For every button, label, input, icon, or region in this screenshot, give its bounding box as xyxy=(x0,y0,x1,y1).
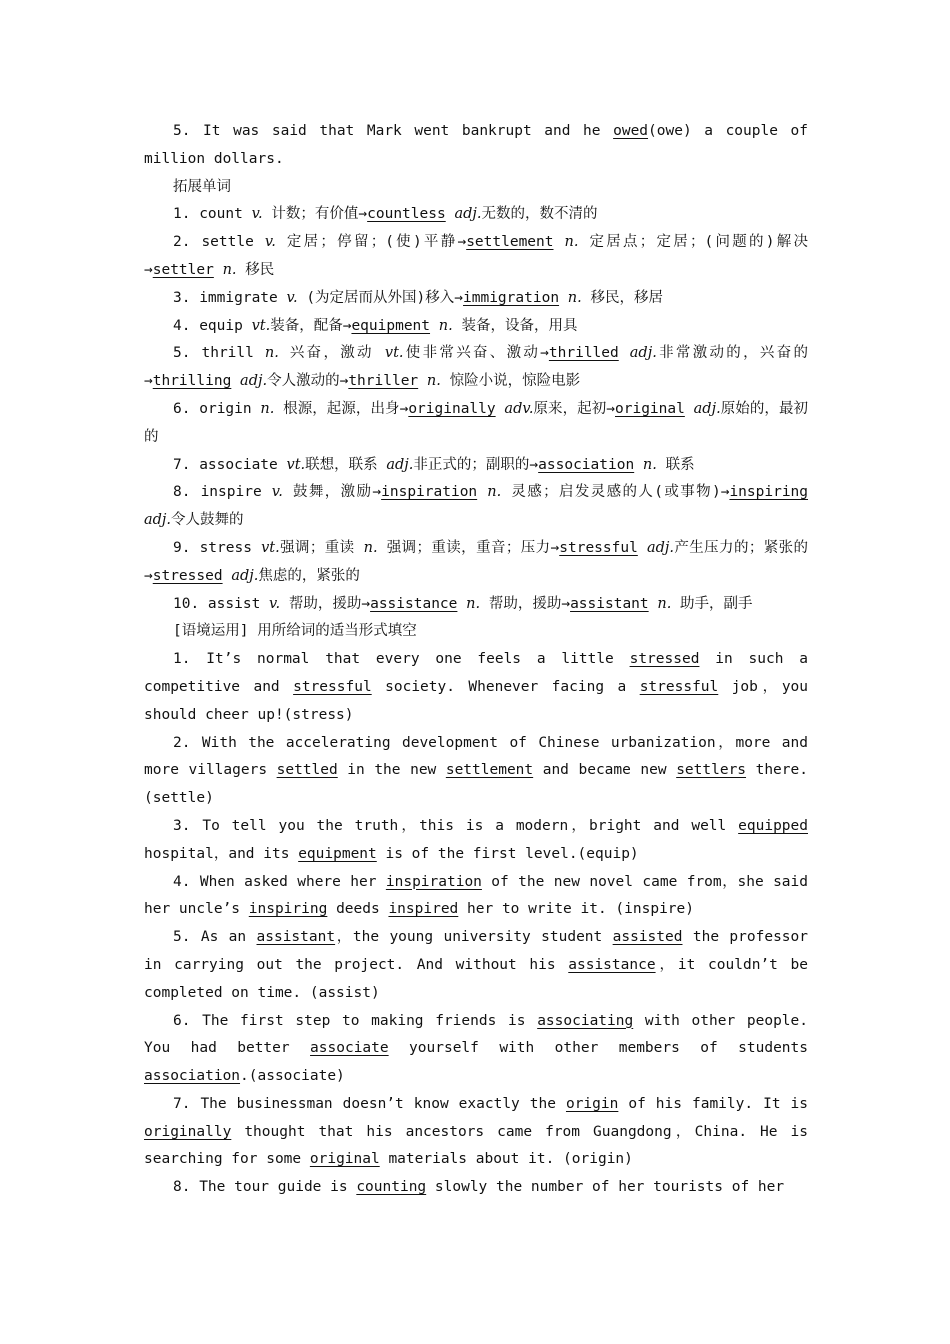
text-run: 移民 xyxy=(236,261,275,278)
text-run: 定居；停留；(使)平静→ xyxy=(275,234,467,251)
text-run: 兴奋，激动 xyxy=(278,345,385,362)
answer-blank: immigration xyxy=(463,289,560,306)
text-run: 助手，副手 xyxy=(671,595,753,612)
text-run: 8. inspire xyxy=(173,484,272,501)
text-run xyxy=(430,318,439,334)
text-run: 计数；有价值→ xyxy=(262,206,368,223)
text-run: 7. The businessman doesn’t know exactly the xyxy=(173,1095,566,1112)
text-run xyxy=(477,484,487,500)
text-run: 强调；重读 xyxy=(279,539,364,556)
paragraph xyxy=(144,924,808,1007)
paragraph xyxy=(144,313,808,341)
answer-blank: thrilling xyxy=(152,373,232,390)
text-run: 原始的，最初的 xyxy=(144,400,809,445)
answer-blank: originally xyxy=(408,400,496,417)
text-run: 装备，配备→ xyxy=(270,317,352,334)
text-run: 令人鼓舞的 xyxy=(171,512,244,529)
text-run: 3. To tell you the truth，this is a modern，bright and well xyxy=(173,817,739,834)
text-run: 1. It’s normal that every one feels a little xyxy=(173,651,630,668)
answer-blank: inspiration xyxy=(381,484,478,501)
text-run: 帮助，援助→ xyxy=(280,595,371,612)
text-run: 原来，起初→ xyxy=(533,400,615,417)
text-run xyxy=(457,596,466,612)
paragraph xyxy=(144,869,808,925)
text-run: ，it couldn’t be completed on time. (assist) xyxy=(144,956,809,1001)
text-run: 无数的，数不清的 xyxy=(481,206,598,223)
text-run: 强调；重读，重音；压力→ xyxy=(377,539,560,556)
part-of-speech: vt. xyxy=(286,456,306,473)
paragraph xyxy=(144,118,808,174)
paragraph xyxy=(144,813,808,869)
text-run xyxy=(559,290,568,306)
text-run xyxy=(634,457,643,473)
text-run: 5. It was said that Mark went bankrupt and he xyxy=(173,123,614,139)
text-run: the professor in carrying out the project. And without his xyxy=(144,929,808,973)
paragraph xyxy=(144,1008,808,1091)
text-run: 2. settle xyxy=(173,234,265,251)
text-run: 鼓舞，激励→ xyxy=(282,484,382,501)
text-run xyxy=(619,345,630,361)
text-run: 联想，联系 xyxy=(305,456,387,473)
part-of-speech: n. xyxy=(438,317,453,334)
text-run xyxy=(214,262,223,278)
paragraph xyxy=(144,535,808,591)
part-of-speech: adj. xyxy=(386,456,414,473)
paragraph xyxy=(144,730,808,813)
paragraph xyxy=(144,618,808,646)
part-of-speech: n. xyxy=(260,400,275,417)
paragraph xyxy=(144,396,808,452)
text-run xyxy=(223,568,232,584)
part-of-speech: vt. xyxy=(251,317,271,334)
part-of-speech: n. xyxy=(264,345,279,362)
paragraph xyxy=(144,646,808,729)
text-run: thought that his ancestors came from Guangdong，China. He is searching for some xyxy=(144,1123,808,1168)
text-run: 1. count xyxy=(173,206,252,223)
answer-blank: stressed xyxy=(629,651,700,668)
paragraph xyxy=(144,174,808,202)
part-of-speech: n. xyxy=(426,373,441,390)
answer-blank: equipment xyxy=(298,845,377,862)
part-of-speech: v. xyxy=(286,289,298,306)
text-run: 拓展单词 xyxy=(173,178,231,195)
text-run: 灵感；启发灵感的人(或事物)→ xyxy=(501,484,730,501)
text-run: with other people. You had better xyxy=(144,1012,808,1057)
answer-blank: stressful xyxy=(639,678,719,695)
answer-blank: equipped xyxy=(738,817,808,834)
part-of-speech: adj. xyxy=(144,512,172,529)
text-run: in the new xyxy=(337,762,446,779)
text-run: slowly the number of her tourists of her xyxy=(426,1179,785,1196)
text-run: 焦虑的，紧张的 xyxy=(258,567,360,584)
answer-blank: thriller xyxy=(348,373,419,390)
answer-blank: origin xyxy=(565,1095,619,1112)
answer-blank: inspired xyxy=(388,901,459,918)
answer-blank: assistant xyxy=(256,929,336,946)
text-run: 装备，设备，用具 xyxy=(452,317,578,334)
text-run: hospital，and its xyxy=(144,845,299,862)
text-run: in such a competitive and xyxy=(144,651,808,695)
text-run: 10. assist xyxy=(173,595,270,612)
text-run: [语境运用] 用所给词的适当形式填空 xyxy=(173,623,417,640)
text-run: of the new novel came from，she said her uncle’s xyxy=(144,873,808,918)
part-of-speech: v. xyxy=(264,234,276,251)
answer-blank: original xyxy=(615,400,685,417)
text-run: 6. origin xyxy=(173,400,261,417)
answer-blank: association xyxy=(538,456,635,473)
text-run: is of the first level.(equip) xyxy=(376,845,639,862)
part-of-speech: vt. xyxy=(384,345,404,362)
text-run: ，the young university student xyxy=(335,929,613,946)
text-run xyxy=(418,373,427,389)
text-run xyxy=(231,373,240,389)
answer-blank: assistance xyxy=(568,956,656,973)
answer-blank: inspiring xyxy=(729,484,809,501)
paragraph xyxy=(144,479,808,535)
text-run: 6. The first step to making friends is xyxy=(173,1012,538,1029)
text-run: of his family. It is xyxy=(618,1095,809,1112)
part-of-speech: v. xyxy=(269,595,281,612)
part-of-speech: adj. xyxy=(646,539,674,556)
text-run: 产生压力的；紧张的→ xyxy=(144,539,808,584)
text-run: 联系 xyxy=(656,456,695,473)
paragraph xyxy=(144,201,808,229)
text-run xyxy=(685,401,694,417)
answer-blank: assisted xyxy=(612,929,683,946)
text-run: 5. As an xyxy=(173,929,257,946)
answer-blank: settler xyxy=(152,261,214,278)
answer-blank: association xyxy=(144,1068,241,1085)
text-run: society. Whenever facing a xyxy=(371,678,640,695)
text-run: job，you should cheer up!(stress) xyxy=(144,678,809,723)
text-run: 使非常兴奋、激动→ xyxy=(403,345,549,362)
paragraph xyxy=(144,452,808,480)
text-run: 非正式的；副职的→ xyxy=(413,456,539,473)
text-run: materials about it. (origin) xyxy=(379,1151,633,1168)
text-run: 惊险小说，惊险电影 xyxy=(440,373,581,390)
text-run: 3. immigrate xyxy=(173,289,287,306)
part-of-speech: n. xyxy=(657,595,672,612)
text-run: yourself with other members of students xyxy=(388,1040,808,1057)
part-of-speech: n. xyxy=(567,289,582,306)
text-run: 帮助，援助→ xyxy=(480,595,571,612)
text-run: 移民，移居 xyxy=(581,289,663,306)
part-of-speech: adv. xyxy=(504,400,534,417)
text-run: 非常激动的，兴奋的→ xyxy=(144,345,808,390)
text-run: 令人激动的→ xyxy=(267,373,349,390)
paragraph xyxy=(144,285,808,313)
text-run xyxy=(638,540,647,556)
answer-blank: settlers xyxy=(676,762,747,779)
text-run: 9. stress xyxy=(173,539,262,556)
text-run: 根源，起源，出身→ xyxy=(274,400,409,417)
text-run: deeds xyxy=(327,901,389,918)
part-of-speech: v. xyxy=(271,484,283,501)
part-of-speech: v. xyxy=(251,206,263,223)
answer-blank: stressed xyxy=(152,567,223,584)
document-page xyxy=(144,118,808,1202)
part-of-speech: adj. xyxy=(240,373,268,390)
part-of-speech: n. xyxy=(487,484,502,501)
part-of-speech: vt. xyxy=(261,539,280,556)
text-run: and became new xyxy=(533,762,677,779)
answer-blank: inspiration xyxy=(385,873,482,890)
paragraph xyxy=(144,591,808,619)
answer-blank: associating xyxy=(537,1012,634,1029)
part-of-speech: adj. xyxy=(231,567,259,584)
answer-blank: thrilled xyxy=(548,345,619,362)
text-run: (为定居而从外国)移入→ xyxy=(297,289,464,306)
answer-blank: countless xyxy=(367,206,446,223)
part-of-speech: n. xyxy=(564,234,579,251)
text-run: 5. thrill xyxy=(173,345,265,362)
answer-blank: assistant xyxy=(570,595,649,612)
text-run: (owe) a couple of million dollars. xyxy=(144,123,808,167)
part-of-speech: adj. xyxy=(454,206,482,223)
text-run: 4. When asked where her xyxy=(173,873,386,890)
part-of-speech: n. xyxy=(363,539,378,556)
text-run: 2. With the accelerating development of Chinese urbanization，more and more villagers xyxy=(144,734,808,779)
part-of-speech: adj. xyxy=(693,400,721,417)
part-of-speech: adj. xyxy=(629,345,657,362)
answer-blank: stressful xyxy=(559,539,638,556)
paragraph xyxy=(144,340,808,396)
answer-blank: counting xyxy=(356,1179,427,1196)
answer-blank: original xyxy=(309,1151,380,1168)
answer-blank: owed xyxy=(613,123,649,139)
paragraph xyxy=(144,1174,808,1202)
answer-blank: assistance xyxy=(370,595,458,612)
answer-blank: stressful xyxy=(293,678,372,695)
part-of-speech: n. xyxy=(222,261,237,278)
text-run: 7. associate xyxy=(173,456,287,473)
text-run: .(associate) xyxy=(240,1068,345,1085)
answer-blank: settled xyxy=(276,762,338,779)
text-run: there. (settle) xyxy=(144,762,808,807)
answer-blank: settlement xyxy=(445,762,534,779)
paragraph xyxy=(144,229,808,285)
text-run: 定居点；定居；(问题的)解决→ xyxy=(144,234,808,278)
part-of-speech: n. xyxy=(466,595,481,612)
text-run xyxy=(554,234,565,250)
text-run: 8. The tour guide is xyxy=(173,1179,357,1196)
answer-blank: associate xyxy=(310,1040,389,1057)
part-of-speech: n. xyxy=(642,456,657,473)
answer-blank: equipment xyxy=(351,317,431,334)
text-run: 4. equip xyxy=(173,317,252,334)
text-run: her to write it. (inspire) xyxy=(458,901,694,918)
answer-blank: settlement xyxy=(466,234,554,251)
paragraph xyxy=(144,1091,808,1174)
answer-blank: inspiring xyxy=(248,901,328,918)
answer-blank: originally xyxy=(144,1123,232,1140)
